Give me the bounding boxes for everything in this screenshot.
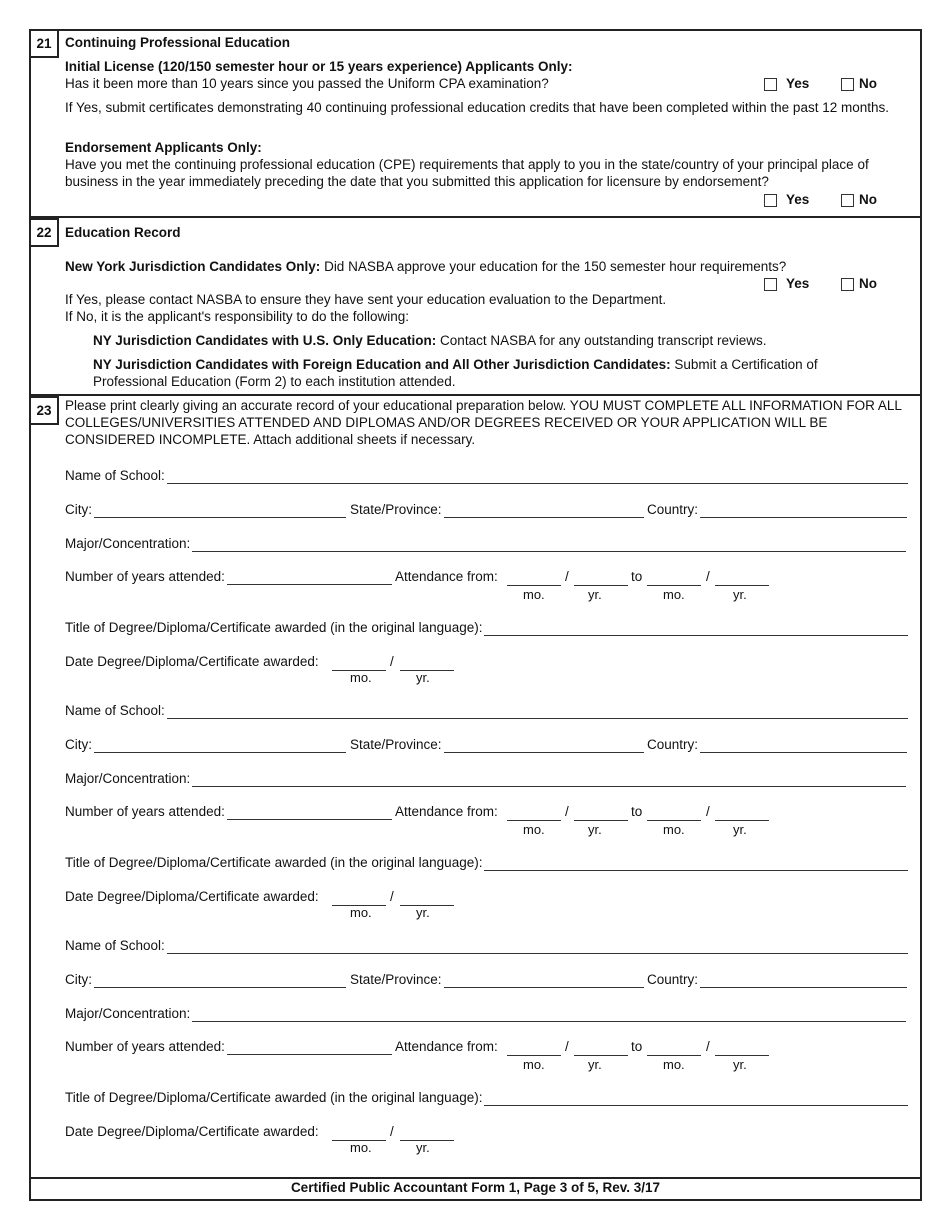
endorsement-heading: Endorsement Applicants Only: xyxy=(65,140,262,155)
city-input[interactable] xyxy=(94,504,346,518)
major-field-label: Major/Concentration: xyxy=(65,1006,191,1021)
from-month-caption: mo. xyxy=(523,587,545,602)
from-year-input[interactable] xyxy=(574,807,628,821)
section-23-number: 23 xyxy=(29,396,59,425)
from-month-caption: mo. xyxy=(523,822,545,837)
degree-title-input[interactable] xyxy=(484,622,908,636)
awarded-year-caption: yr. xyxy=(416,670,430,685)
degree-title-field xyxy=(65,619,908,636)
degree-title-field-label: Title of Degree/Diploma/Certificate awarded (in the original language): xyxy=(65,620,483,635)
foreign-education-text: Submit a Certification of Professional Education (Form 2) to each institution attended. xyxy=(93,357,818,389)
state-input[interactable] xyxy=(444,739,644,753)
major-field-label: Major/Concentration: xyxy=(65,771,191,786)
country-field xyxy=(647,971,907,988)
ny-question-text: Did NASBA approve your education for the 150 semester hour requirements? xyxy=(320,259,787,274)
awarded-month-caption: mo. xyxy=(350,905,372,920)
attendance-from-label: Attendance from: xyxy=(395,1039,498,1054)
awarded-year-caption: yr. xyxy=(416,905,430,920)
to-month-caption: mo. xyxy=(663,822,685,837)
to-month-input[interactable] xyxy=(647,1042,701,1056)
awarded-month-input[interactable] xyxy=(332,657,386,671)
from-year-caption: yr. xyxy=(588,587,602,602)
ny-yes-label: Yes xyxy=(786,276,810,291)
date-slash: / xyxy=(706,1039,710,1054)
initial-license-note: If Yes, submit certificates demonstrating 40 continuing professional education credits that have been completed within the past 12 months. xyxy=(65,100,889,115)
ny-no-label: No xyxy=(859,276,877,291)
from-month-input[interactable] xyxy=(507,572,561,586)
us-education-note xyxy=(93,332,766,349)
city-field-label: City: xyxy=(65,502,92,517)
city-field xyxy=(65,971,346,988)
school-field xyxy=(65,937,908,954)
degree-title-field-label: Title of Degree/Diploma/Certificate awarded (in the original language): xyxy=(65,1090,483,1105)
school-field-label: Name of School: xyxy=(65,703,165,718)
years-field xyxy=(65,1038,392,1055)
city-field-label: City: xyxy=(65,972,92,987)
country-input[interactable] xyxy=(700,739,907,753)
from-month-input[interactable] xyxy=(507,807,561,821)
major-field-label: Major/Concentration: xyxy=(65,536,191,551)
to-label: to xyxy=(631,1039,643,1054)
school-field xyxy=(65,702,908,719)
country-field-label: Country: xyxy=(647,502,699,517)
years-attended-input[interactable] xyxy=(227,571,392,585)
to-year-input[interactable] xyxy=(715,1042,769,1056)
initial-yes-checkbox[interactable] xyxy=(764,78,777,91)
to-year-input[interactable] xyxy=(715,807,769,821)
to-year-caption: yr. xyxy=(733,587,747,602)
state-input[interactable] xyxy=(444,974,644,988)
school-field-label: Name of School: xyxy=(65,938,165,953)
date-awarded-label: Date Degree/Diploma/Certificate awarded: xyxy=(65,889,319,904)
ny-question-bold: New York Jurisdiction Candidates Only: xyxy=(65,259,321,274)
date-slash: / xyxy=(706,569,710,584)
ny-yes-checkbox[interactable] xyxy=(764,278,777,291)
country-field xyxy=(647,501,907,518)
from-year-caption: yr. xyxy=(588,822,602,837)
city-input[interactable] xyxy=(94,974,346,988)
date-awarded-label: Date Degree/Diploma/Certificate awarded: xyxy=(65,1124,319,1139)
country-field-label: Country: xyxy=(647,737,699,752)
section-22-number: 22 xyxy=(29,218,59,247)
ny-question xyxy=(65,258,786,275)
years-field-label: Number of years attended: xyxy=(65,804,225,819)
endorsement-no-checkbox[interactable] xyxy=(841,194,854,207)
date-slash: / xyxy=(390,1124,394,1139)
years-attended-input[interactable] xyxy=(227,1041,392,1055)
degree-title-input[interactable] xyxy=(484,857,908,871)
major-field xyxy=(65,770,906,787)
foreign-education-note xyxy=(93,356,883,390)
from-year-input[interactable] xyxy=(574,572,628,586)
to-label: to xyxy=(631,569,643,584)
awarded-year-input[interactable] xyxy=(400,657,454,671)
initial-no-checkbox[interactable] xyxy=(841,78,854,91)
to-month-caption: mo. xyxy=(663,587,685,602)
awarded-year-input[interactable] xyxy=(400,892,454,906)
attendance-from-label: Attendance from: xyxy=(395,804,498,819)
foreign-education-bold: NY Jurisdiction Candidates with Foreign Education and All Other Jurisdiction Candidates: xyxy=(93,357,671,372)
years-field-label: Number of years attended: xyxy=(65,569,225,584)
city-field xyxy=(65,501,346,518)
state-input[interactable] xyxy=(444,504,644,518)
degree-title-input[interactable] xyxy=(484,1092,908,1106)
to-label: to xyxy=(631,804,643,819)
state-field-label: State/Province: xyxy=(350,972,442,987)
ny-no-checkbox[interactable] xyxy=(841,278,854,291)
to-year-caption: yr. xyxy=(733,822,747,837)
endorsement-no-label: No xyxy=(859,192,877,207)
awarded-month-caption: mo. xyxy=(350,670,372,685)
date-awarded-label: Date Degree/Diploma/Certificate awarded: xyxy=(65,654,319,669)
state-field xyxy=(350,971,644,988)
country-field xyxy=(647,736,907,753)
major-input[interactable] xyxy=(192,538,906,552)
initial-yes-label: Yes xyxy=(786,76,810,91)
school-name-input[interactable] xyxy=(167,940,908,954)
to-month-caption: mo. xyxy=(663,1057,685,1072)
from-year-caption: yr. xyxy=(588,1057,602,1072)
from-year-input[interactable] xyxy=(574,1042,628,1056)
school-name-input[interactable] xyxy=(167,470,908,484)
endorsement-question: Have you met the continuing professional education (CPE) requirements that apply to you in the state/country of your principal place of business in the year immediately preceding the date that you submitted this application for licensure by endorsement? xyxy=(65,157,869,189)
if-yes-note: If Yes, please contact NASBA to ensure they have sent your education evaluation to the Department. xyxy=(65,292,667,307)
country-input[interactable] xyxy=(700,974,907,988)
from-month-caption: mo. xyxy=(523,1057,545,1072)
to-year-input[interactable] xyxy=(715,572,769,586)
section-22-title: Education Record xyxy=(65,225,181,240)
state-field-label: State/Province: xyxy=(350,502,442,517)
section-divider xyxy=(29,216,922,218)
school-field-label: Name of School: xyxy=(65,468,165,483)
section-23-intro: Please print clearly giving an accurate record of your educational preparation below. YOU MUST COMPLETE ALL INFORMATION FOR ALL COLLEGES/UNIVERSITIES ATTENDED AND DIPLOMAS AND/OR DEGREES RECEIVED OR YOUR APPLICATION WILL BE CONSIDERED INCOMPLETE. Attach additional sheets if necessary. xyxy=(65,398,902,447)
degree-title-field xyxy=(65,854,908,871)
years-field xyxy=(65,568,392,585)
endorsement-yes-label: Yes xyxy=(786,192,810,207)
state-field xyxy=(350,501,644,518)
section-divider xyxy=(29,394,922,396)
awarded-year-input[interactable] xyxy=(400,1127,454,1141)
us-education-text: Contact NASBA for any outstanding transcript reviews. xyxy=(436,333,767,348)
date-slash: / xyxy=(390,889,394,904)
country-input[interactable] xyxy=(700,504,907,518)
city-field xyxy=(65,736,346,753)
major-field xyxy=(65,1005,906,1022)
date-slash: / xyxy=(565,569,569,584)
date-slash: / xyxy=(390,654,394,669)
from-month-input[interactable] xyxy=(507,1042,561,1056)
awarded-month-input[interactable] xyxy=(332,1127,386,1141)
degree-title-field xyxy=(65,1089,908,1106)
state-field xyxy=(350,736,644,753)
initial-license-question: Has it been more than 10 years since you passed the Uniform CPA examination? xyxy=(65,76,549,91)
years-attended-input[interactable] xyxy=(227,806,392,820)
section-21-number: 21 xyxy=(29,29,59,58)
page-footer: Certified Public Accountant Form 1, Page 3 of 5, Rev. 3/17 xyxy=(290,1180,661,1195)
section-21-title: Continuing Professional Education xyxy=(65,35,291,50)
awarded-year-caption: yr. xyxy=(416,1140,430,1155)
initial-no-label: No xyxy=(859,76,877,91)
to-month-input[interactable] xyxy=(647,807,701,821)
awarded-month-caption: mo. xyxy=(350,1140,372,1155)
major-input[interactable] xyxy=(192,773,906,787)
attendance-from-label: Attendance from: xyxy=(395,569,498,584)
years-field-label: Number of years attended: xyxy=(65,1039,225,1054)
major-field xyxy=(65,535,906,552)
date-slash: / xyxy=(706,804,710,819)
us-education-bold: NY Jurisdiction Candidates with U.S. Only Education: xyxy=(93,333,437,348)
date-slash: / xyxy=(565,1039,569,1054)
date-slash: / xyxy=(565,804,569,819)
state-field-label: State/Province: xyxy=(350,737,442,752)
school-field xyxy=(65,467,908,484)
if-no-note: If No, it is the applicant's responsibility to do the following: xyxy=(65,309,410,324)
school-name-input[interactable] xyxy=(167,705,908,719)
to-month-input[interactable] xyxy=(647,572,701,586)
to-year-caption: yr. xyxy=(733,1057,747,1072)
initial-license-heading: Initial License (120/150 semester hour or 15 years experience) Applicants Only: xyxy=(65,59,573,74)
city-field-label: City: xyxy=(65,737,92,752)
endorsement-yes-checkbox[interactable] xyxy=(764,194,777,207)
major-input[interactable] xyxy=(192,1008,906,1022)
years-field xyxy=(65,803,392,820)
country-field-label: Country: xyxy=(647,972,699,987)
degree-title-field-label: Title of Degree/Diploma/Certificate awarded (in the original language): xyxy=(65,855,483,870)
city-input[interactable] xyxy=(94,739,346,753)
awarded-month-input[interactable] xyxy=(332,892,386,906)
